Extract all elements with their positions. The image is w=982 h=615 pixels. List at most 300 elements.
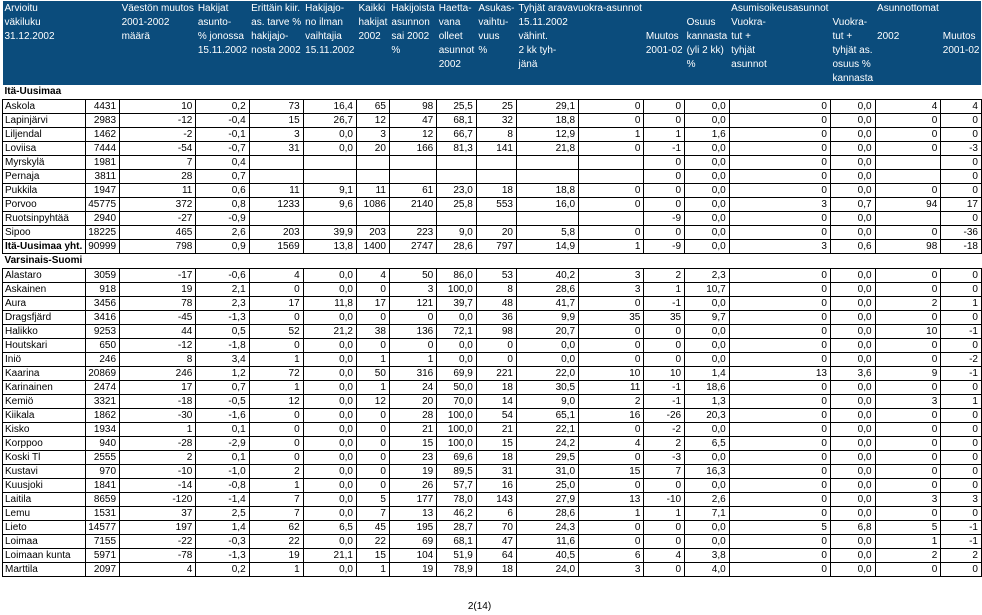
- table-cell: 68,1: [437, 114, 477, 128]
- table-cell: 0: [875, 269, 941, 283]
- table-cell: [875, 170, 941, 184]
- table-cell: 0: [729, 283, 830, 297]
- table-cell: 90999: [86, 240, 120, 254]
- header-cell: [389, 57, 436, 71]
- table-cell: 18,6: [685, 381, 730, 395]
- table-row: [3, 381, 982, 395]
- header-cell: kannasta: [832, 73, 874, 84]
- table-cell: 51,9: [437, 549, 477, 563]
- table-cell: 1947: [86, 184, 120, 198]
- table-cell: 0,0: [685, 339, 730, 353]
- header-cell: [830, 1, 875, 15]
- header-cell: vähint.: [516, 29, 643, 43]
- table-cell: 0: [875, 283, 941, 297]
- header-row: [3, 43, 982, 57]
- header-cell: [476, 57, 516, 71]
- municipality-name: Houtskari: [3, 339, 86, 353]
- table-cell: [516, 170, 578, 184]
- table-cell: 0: [579, 184, 644, 198]
- table-cell: 0: [729, 409, 830, 423]
- header-cell: Muutos: [941, 29, 982, 43]
- table-cell: 2,6: [196, 226, 249, 240]
- table-cell: -1,0: [196, 465, 249, 479]
- table-cell: 14,9: [516, 240, 578, 254]
- table-cell: 28,6: [516, 507, 578, 521]
- municipality-name: Korppoo: [3, 437, 86, 451]
- table-cell: 11,6: [516, 535, 578, 549]
- table-cell: 7: [644, 465, 685, 479]
- table-row: [3, 198, 982, 212]
- table-cell: 2,5: [196, 507, 249, 521]
- table-cell: 16: [579, 409, 644, 423]
- table-cell: [437, 212, 477, 226]
- municipality-name: Marttila: [3, 563, 86, 577]
- header-cell: as. tarve %: [251, 17, 302, 28]
- table-cell: 0: [579, 226, 644, 240]
- table-cell: 12: [356, 395, 389, 409]
- table-cell: 141: [476, 142, 516, 156]
- table-cell: 0: [941, 563, 982, 577]
- table-cell: 0: [729, 563, 830, 577]
- header-cell: [356, 71, 389, 85]
- table-cell: 1,6: [685, 128, 730, 142]
- table-cell: 0: [356, 451, 389, 465]
- table-cell: 18,8: [516, 114, 578, 128]
- header-cell: Hakijajo-: [303, 1, 356, 15]
- table-cell: 1: [644, 507, 685, 521]
- municipality-name: Kuusjoki: [3, 479, 86, 493]
- table-cell: 9,7: [685, 311, 730, 325]
- header-cell: no ilman: [303, 15, 356, 29]
- table-cell: 41,7: [516, 297, 578, 311]
- table-cell: 0: [356, 311, 389, 325]
- table-cell: 0: [579, 297, 644, 311]
- table-cell: -18: [941, 240, 982, 254]
- table-cell: 6: [476, 507, 516, 521]
- table-cell: 0: [579, 451, 644, 465]
- municipality-name: Laitila: [3, 493, 86, 507]
- table-cell: -28: [120, 437, 196, 451]
- header-cell: 2002: [875, 29, 941, 43]
- table-cell: 5: [875, 521, 941, 535]
- table-cell: 0: [729, 142, 830, 156]
- header-cell: tut +: [830, 29, 875, 43]
- header-cell: [941, 57, 982, 71]
- table-cell: 195: [389, 521, 436, 535]
- table-cell: 12: [356, 114, 389, 128]
- table-cell: 1862: [86, 409, 120, 423]
- table-cell: 4: [644, 549, 685, 563]
- municipality-name: Kaarina: [3, 367, 86, 381]
- table-row: [3, 325, 982, 339]
- table-cell: 9253: [86, 325, 120, 339]
- table-cell: -1: [941, 521, 982, 535]
- header-cell: Erittäin kiir.: [249, 1, 303, 15]
- table-cell: 0,7: [196, 381, 249, 395]
- header-cell: väkiluku: [3, 15, 120, 29]
- table-cell: 1: [644, 283, 685, 297]
- table-cell: 2,3: [685, 269, 730, 283]
- table-cell: 0,0: [437, 311, 477, 325]
- table-cell: 17: [356, 297, 389, 311]
- table-cell: [303, 170, 356, 184]
- table-cell: 7: [249, 507, 303, 521]
- header-cell: 31.12.2002: [3, 29, 120, 43]
- table-cell: 25,0: [516, 479, 578, 493]
- table-cell: -9: [644, 240, 685, 254]
- header-cell: [941, 1, 982, 15]
- table-cell: -1,6: [196, 409, 249, 423]
- table-row: [3, 535, 982, 549]
- table-cell: 0: [729, 311, 830, 325]
- table-row: [3, 367, 982, 381]
- table-cell: 0,0: [830, 142, 875, 156]
- table-cell: 0: [644, 521, 685, 535]
- table-cell: [579, 212, 644, 226]
- table-cell: 0: [389, 339, 436, 353]
- table-cell: 2140: [389, 198, 436, 212]
- header-cell: kannasta: [686, 31, 728, 42]
- table-cell: 0: [356, 339, 389, 353]
- table-cell: 0,0: [685, 353, 730, 367]
- table-cell: 47: [389, 114, 436, 128]
- municipality-name: Loimaa: [3, 535, 86, 549]
- table-cell: 0: [941, 339, 982, 353]
- housing-statistics-table: [2, 1, 982, 577]
- table-cell: 29,1: [516, 100, 578, 114]
- table-row: [3, 521, 982, 535]
- table-cell: 1934: [86, 423, 120, 437]
- table-cell: [579, 156, 644, 170]
- table-row: [3, 226, 982, 240]
- table-cell: [875, 212, 941, 226]
- table-cell: 0,0: [830, 409, 875, 423]
- table-cell: 9: [875, 367, 941, 381]
- table-cell: 0,4: [196, 156, 249, 170]
- table-cell: -0,4: [196, 114, 249, 128]
- header-cell: olleet: [437, 29, 477, 43]
- table-cell: 2: [579, 395, 644, 409]
- table-cell: -9: [644, 212, 685, 226]
- table-cell: 1: [356, 353, 389, 367]
- table-cell: 61: [389, 184, 436, 198]
- table-cell: -78: [120, 549, 196, 563]
- header-cell: [120, 71, 196, 85]
- table-cell: 0,0: [685, 240, 730, 254]
- table-cell: 0,6: [830, 240, 875, 254]
- table-cell: 0,2: [196, 563, 249, 577]
- table-row: [3, 170, 982, 184]
- table-cell: 0: [579, 114, 644, 128]
- header-cell: Tyhjät aravavuokra-asunnot: [518, 3, 642, 14]
- header-cell: 2001-02: [942, 45, 980, 56]
- table-cell: 0,0: [830, 339, 875, 353]
- municipality-name: Liljendal: [3, 128, 86, 142]
- table-cell: 0: [729, 226, 830, 240]
- header-cell: [644, 71, 685, 85]
- municipality-name: Loviisa: [3, 142, 86, 156]
- table-cell: 0: [729, 423, 830, 437]
- municipality-name: Lapinjärvi: [3, 114, 86, 128]
- table-cell: 0: [729, 395, 830, 409]
- header-cell: [875, 57, 941, 71]
- table-cell: 0: [941, 437, 982, 451]
- header-cell: [941, 71, 982, 85]
- table-cell: 0,7: [196, 170, 249, 184]
- table-cell: -12: [120, 114, 196, 128]
- table-cell: 0,0: [830, 451, 875, 465]
- table-cell: 0,0: [830, 479, 875, 493]
- table-cell: -45: [120, 311, 196, 325]
- table-cell: 2: [249, 465, 303, 479]
- table-cell: 2: [644, 269, 685, 283]
- table-cell: -0,3: [196, 535, 249, 549]
- table-cell: 0: [729, 128, 830, 142]
- table-cell: 100,0: [437, 409, 477, 423]
- table-cell: 246: [86, 353, 120, 367]
- table-cell: -2: [941, 353, 982, 367]
- municipality-name: Koski Tl: [3, 451, 86, 465]
- table-cell: 44: [120, 325, 196, 339]
- table-cell: 0: [644, 339, 685, 353]
- table-cell: 0,0: [685, 423, 730, 437]
- municipality-name: Lemu: [3, 507, 86, 521]
- table-cell: 1: [120, 423, 196, 437]
- municipality-name: Aura: [3, 297, 86, 311]
- table-cell: 50: [356, 367, 389, 381]
- header-row: [3, 71, 982, 85]
- table-cell: 24: [389, 381, 436, 395]
- municipality-name: Itä-Uusimaa yht.: [3, 240, 86, 254]
- table-row: [3, 493, 982, 507]
- table-cell: 0: [941, 269, 982, 283]
- table-cell: 72: [249, 367, 303, 381]
- header-cell: Asumisoikeusasunnot: [731, 3, 829, 14]
- table-cell: -0,5: [196, 395, 249, 409]
- table-cell: 7: [356, 507, 389, 521]
- table-cell: 0,0: [303, 367, 356, 381]
- table-cell: 16: [476, 479, 516, 493]
- municipality-name: Myrskylä: [3, 156, 86, 170]
- table-cell: 0,0: [437, 353, 477, 367]
- table-cell: 0,1: [196, 423, 249, 437]
- table-cell: 40,2: [516, 269, 578, 283]
- table-cell: [476, 156, 516, 170]
- table-cell: 0,0: [516, 339, 578, 353]
- table-row: [3, 269, 982, 283]
- table-cell: 8: [476, 283, 516, 297]
- table-cell: 1233: [249, 198, 303, 212]
- table-cell: 26,7: [303, 114, 356, 128]
- table-cell: [437, 156, 477, 170]
- table-cell: 0: [644, 479, 685, 493]
- municipality-name: Alastaro: [3, 269, 86, 283]
- table-cell: -0,9: [196, 212, 249, 226]
- table-cell: -10: [644, 493, 685, 507]
- table-cell: 0,0: [685, 100, 730, 114]
- table-cell: 78,9: [437, 563, 477, 577]
- table-cell: 104: [389, 549, 436, 563]
- table-cell: 29,5: [516, 451, 578, 465]
- table-cell: 0: [249, 409, 303, 423]
- table-cell: 0: [729, 100, 830, 114]
- table-cell: 2: [875, 549, 941, 563]
- table-cell: 4,0: [685, 563, 730, 577]
- table-cell: 69,6: [437, 451, 477, 465]
- header-cell: 2002: [437, 57, 477, 71]
- table-cell: 18,8: [516, 184, 578, 198]
- total-row: [3, 240, 982, 254]
- table-cell: 3,4: [196, 353, 249, 367]
- table-cell: 3: [579, 283, 644, 297]
- municipality-name: Porvoo: [3, 198, 86, 212]
- table-cell: 0: [644, 325, 685, 339]
- table-cell: 0,0: [830, 226, 875, 240]
- table-cell: 21,2: [303, 325, 356, 339]
- table-cell: 50,0: [437, 381, 477, 395]
- table-cell: 0: [729, 479, 830, 493]
- municipality-name: Loimaan kunta: [3, 549, 86, 563]
- table-cell: 48: [476, 297, 516, 311]
- municipality-name: Ruotsinpyhtää: [3, 212, 86, 226]
- page-number: 2(14): [467, 601, 492, 612]
- table-cell: 136: [389, 325, 436, 339]
- table-cell: 0,0: [830, 283, 875, 297]
- municipality-name: Kemiö: [3, 395, 86, 409]
- table-cell: 11: [249, 184, 303, 198]
- header-cell: Vuokra-: [830, 15, 875, 29]
- header-cell: Hakijat: [196, 1, 249, 15]
- table-cell: 0: [875, 563, 941, 577]
- region-heading: Itä-Uusimaa: [4, 86, 62, 97]
- table-cell: 1,4: [196, 521, 249, 535]
- table-cell: 1: [249, 353, 303, 367]
- header-cell: asunto-: [196, 15, 249, 29]
- table-cell: -1: [644, 395, 685, 409]
- header-cell: Osuus: [685, 15, 730, 29]
- table-cell: 22: [356, 535, 389, 549]
- table-cell: 7: [120, 156, 196, 170]
- table-cell: 0: [579, 339, 644, 353]
- table-cell: 0,0: [516, 353, 578, 367]
- table-cell: 0,0: [685, 297, 730, 311]
- table-cell: 0,0: [830, 297, 875, 311]
- table-cell: -1,3: [196, 311, 249, 325]
- table-row: [3, 479, 982, 493]
- table-row: [3, 311, 982, 325]
- header-cell: Asunnottomat: [877, 3, 939, 14]
- table-cell: [356, 156, 389, 170]
- table-cell: 5,8: [516, 226, 578, 240]
- table-cell: [389, 170, 436, 184]
- table-cell: 1981: [86, 156, 120, 170]
- header-cell: [437, 71, 477, 85]
- table-cell: 0: [644, 156, 685, 170]
- table-row: [3, 507, 982, 521]
- table-cell: 1,3: [685, 395, 730, 409]
- table-cell: 2983: [86, 114, 120, 128]
- header-cell: [685, 1, 730, 15]
- table-cell: 0: [941, 156, 982, 170]
- table-cell: 9,9: [516, 311, 578, 325]
- table-cell: 28,7: [437, 521, 477, 535]
- table-cell: 0: [729, 353, 830, 367]
- table-cell: 0: [729, 114, 830, 128]
- table-cell: 2940: [86, 212, 120, 226]
- header-cell: [3, 71, 120, 85]
- header-cell: [120, 57, 196, 71]
- table-cell: 0: [579, 198, 644, 212]
- table-cell: 2: [120, 451, 196, 465]
- header-cell: Arvioitu: [3, 1, 120, 15]
- table-cell: 797: [476, 240, 516, 254]
- table-cell: 14577: [86, 521, 120, 535]
- table-cell: 0,0: [685, 325, 730, 339]
- table-cell: 0,0: [685, 170, 730, 184]
- table-cell: [476, 170, 516, 184]
- table-cell: 7155: [86, 535, 120, 549]
- table-cell: 13,8: [303, 240, 356, 254]
- table-cell: 4: [120, 563, 196, 577]
- table-cell: 0: [356, 283, 389, 297]
- table-cell: 10: [644, 367, 685, 381]
- header-cell: [303, 71, 356, 85]
- table-cell: 17: [249, 297, 303, 311]
- table-cell: 3: [249, 128, 303, 142]
- table-cell: 11: [579, 381, 644, 395]
- table-cell: 2474: [86, 381, 120, 395]
- header-cell: [389, 71, 436, 85]
- table-row: [3, 339, 982, 353]
- table-cell: 4: [579, 437, 644, 451]
- table-row: [3, 142, 982, 156]
- table-cell: 0,0: [303, 381, 356, 395]
- table-cell: 25,8: [437, 198, 477, 212]
- table-cell: 1086: [356, 198, 389, 212]
- table-row: [3, 423, 982, 437]
- municipality-name: Lieto: [3, 521, 86, 535]
- table-cell: 0,0: [303, 451, 356, 465]
- header-cell: [196, 71, 249, 85]
- header-cell: Vuokra-: [729, 15, 830, 29]
- table-cell: 0,0: [830, 269, 875, 283]
- table-cell: 98: [875, 240, 941, 254]
- table-cell: 316: [389, 367, 436, 381]
- table-cell: 22: [249, 535, 303, 549]
- table-cell: 1: [579, 240, 644, 254]
- table-cell: 0: [356, 409, 389, 423]
- table-cell: 11: [356, 184, 389, 198]
- table-cell: 0,0: [303, 507, 356, 521]
- table-cell: 3456: [86, 297, 120, 311]
- header-cell: %: [476, 43, 516, 57]
- header-cell: nosta 2002: [249, 43, 303, 57]
- municipality-name: Sipoo: [3, 226, 86, 240]
- table-cell: 0: [579, 423, 644, 437]
- table-cell: -1: [644, 381, 685, 395]
- table-cell: 28,6: [437, 240, 477, 254]
- municipality-name: Kustavi: [3, 465, 86, 479]
- table-cell: 18225: [86, 226, 120, 240]
- header-cell: tyhjät: [729, 43, 830, 57]
- table-cell: 0: [356, 423, 389, 437]
- municipality-name: Kiikala: [3, 409, 86, 423]
- table-cell: 0: [729, 339, 830, 353]
- table-cell: 100,0: [437, 437, 477, 451]
- table-cell: 3: [729, 198, 830, 212]
- table-cell: 20: [356, 142, 389, 156]
- table-cell: 465: [120, 226, 196, 240]
